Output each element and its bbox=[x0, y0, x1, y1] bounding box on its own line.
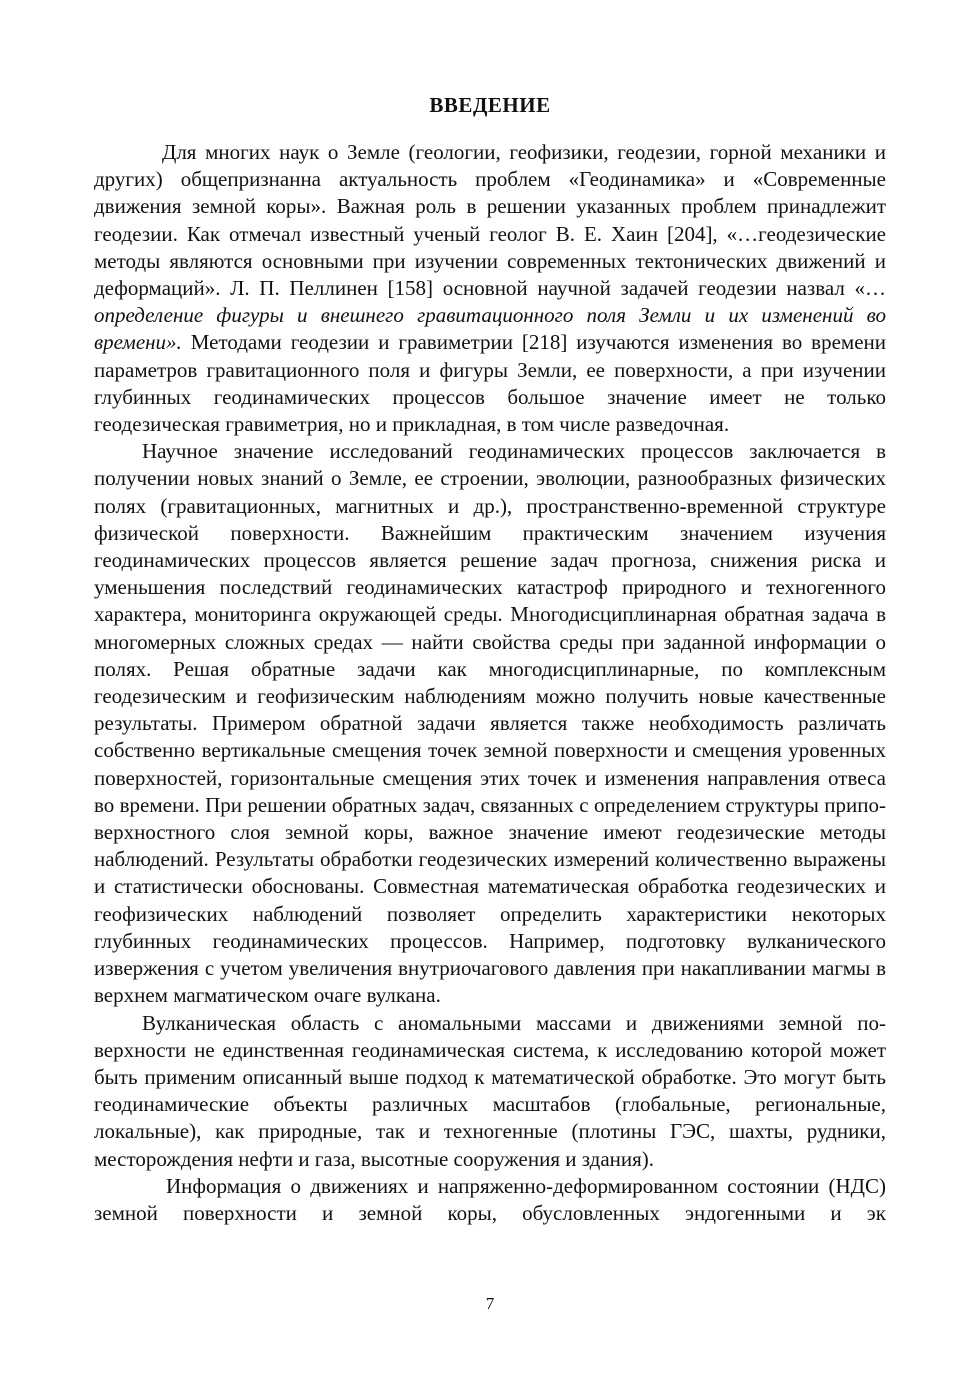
page-number: 7 bbox=[485, 1294, 495, 1313]
paragraph-1-text-a: Для многих наук о Земле (геологии, геофизики, геодезии, горной механики и других) общепризнанна актуальность проблем «Геодинамика» и «Современные движения земной коры». Важная роль в решении указанных проблем принадлежит геодезии. Как отмечал известный ученый геолог В. Е. Хаин [204], «…геодезические методы являются основными при изучении современных тектонических движений и деформаций». Л. П. Пеллинен [158] основной научной задачей геодезии назвал «… bbox=[94, 140, 886, 301]
paragraph-2: Научное значение исследований геодинамических процессов заключается в получении новых знаний о Земле, ее строении, эволюции, разнообразных физических полях (гравитационных, магнитных и др.), пространственно-временной структуре физической поверхности. Важнейшим практическим значением изучения геодинамических процессов является решение задач прогноза, снижения риска и уменьшения последствий геодинамических катастроф природного и техногенного характера, мониторинга окружающей среды. Многодисциплинарная обратная задача в многомерных сложных средах — найти свойства среды при заданной информации о полях. Решая обратные задачи как многодисциплинарные, по комплексным геодезическим и геофизическим наблюдениям можно получить новые качественные результаты. Примером обратной задачи является также необходимость различать собственно вертикальные смещения точек земной поверхности и смещения уровенных поверхностей, горизонтальные смещения этих точек и изменения направления отвеса во времени. При решении обратных задач, связанных с определением структуры приповерхностного слоя земной коры, важное значение имеют геодезические методы наблюдений. Результаты обработки геодезических измерений количественно выражены и статистически обоснованы. Совместная математическая обработка геодезических и геофизических наблюдений позволяет определить характеристики некоторых глубинных геодинамических процессов. Например, подготовку вулканического извержения с учетом увеличения внутриочагового давления при накапливании магмы в верхнем магматическом очаге вулкана. bbox=[94, 439, 886, 1008]
section-heading: ВВЕДЕНИЕ bbox=[429, 93, 551, 117]
paragraph-1-italic-quote: определение фигуры и внешнего гравитационного поля Земли и их изменений во времени». bbox=[94, 303, 886, 355]
page-body bbox=[94, 92, 886, 1227]
paragraph-1 bbox=[94, 139, 886, 438]
paragraph-4: Информация о движениях и напряженно-деформированном состоянии (НДС) земной поверхности и земной коры, обусловленных эндогенными и эк bbox=[94, 1173, 886, 1225]
paragraph-3: Вулканическая область с аномальными массами и движениями земной поверхности не единственная геодинамическая система, к исследованию которой может быть применим описанный выше подход к математической обработке. Это могут быть геодинамические объекты различных масштабов (глобальные, региональные, локальные), как природные, так и техногенные (плотины ГЭС, шахты, рудники, месторождения нефти и газа, высотные сооружения и здания). bbox=[94, 1010, 886, 1171]
paragraph-1-text-b: Методами геодезии и гравиметрии [218] изучаются изменения во времени параметров гравитационного поля и фигуры Земли, ее поверхности, а при изучении глубинных геодинамических процессов большое значение имеет не только геодезическая гравиметрия, но и прикладная, в том числе разведочная. bbox=[94, 330, 886, 437]
